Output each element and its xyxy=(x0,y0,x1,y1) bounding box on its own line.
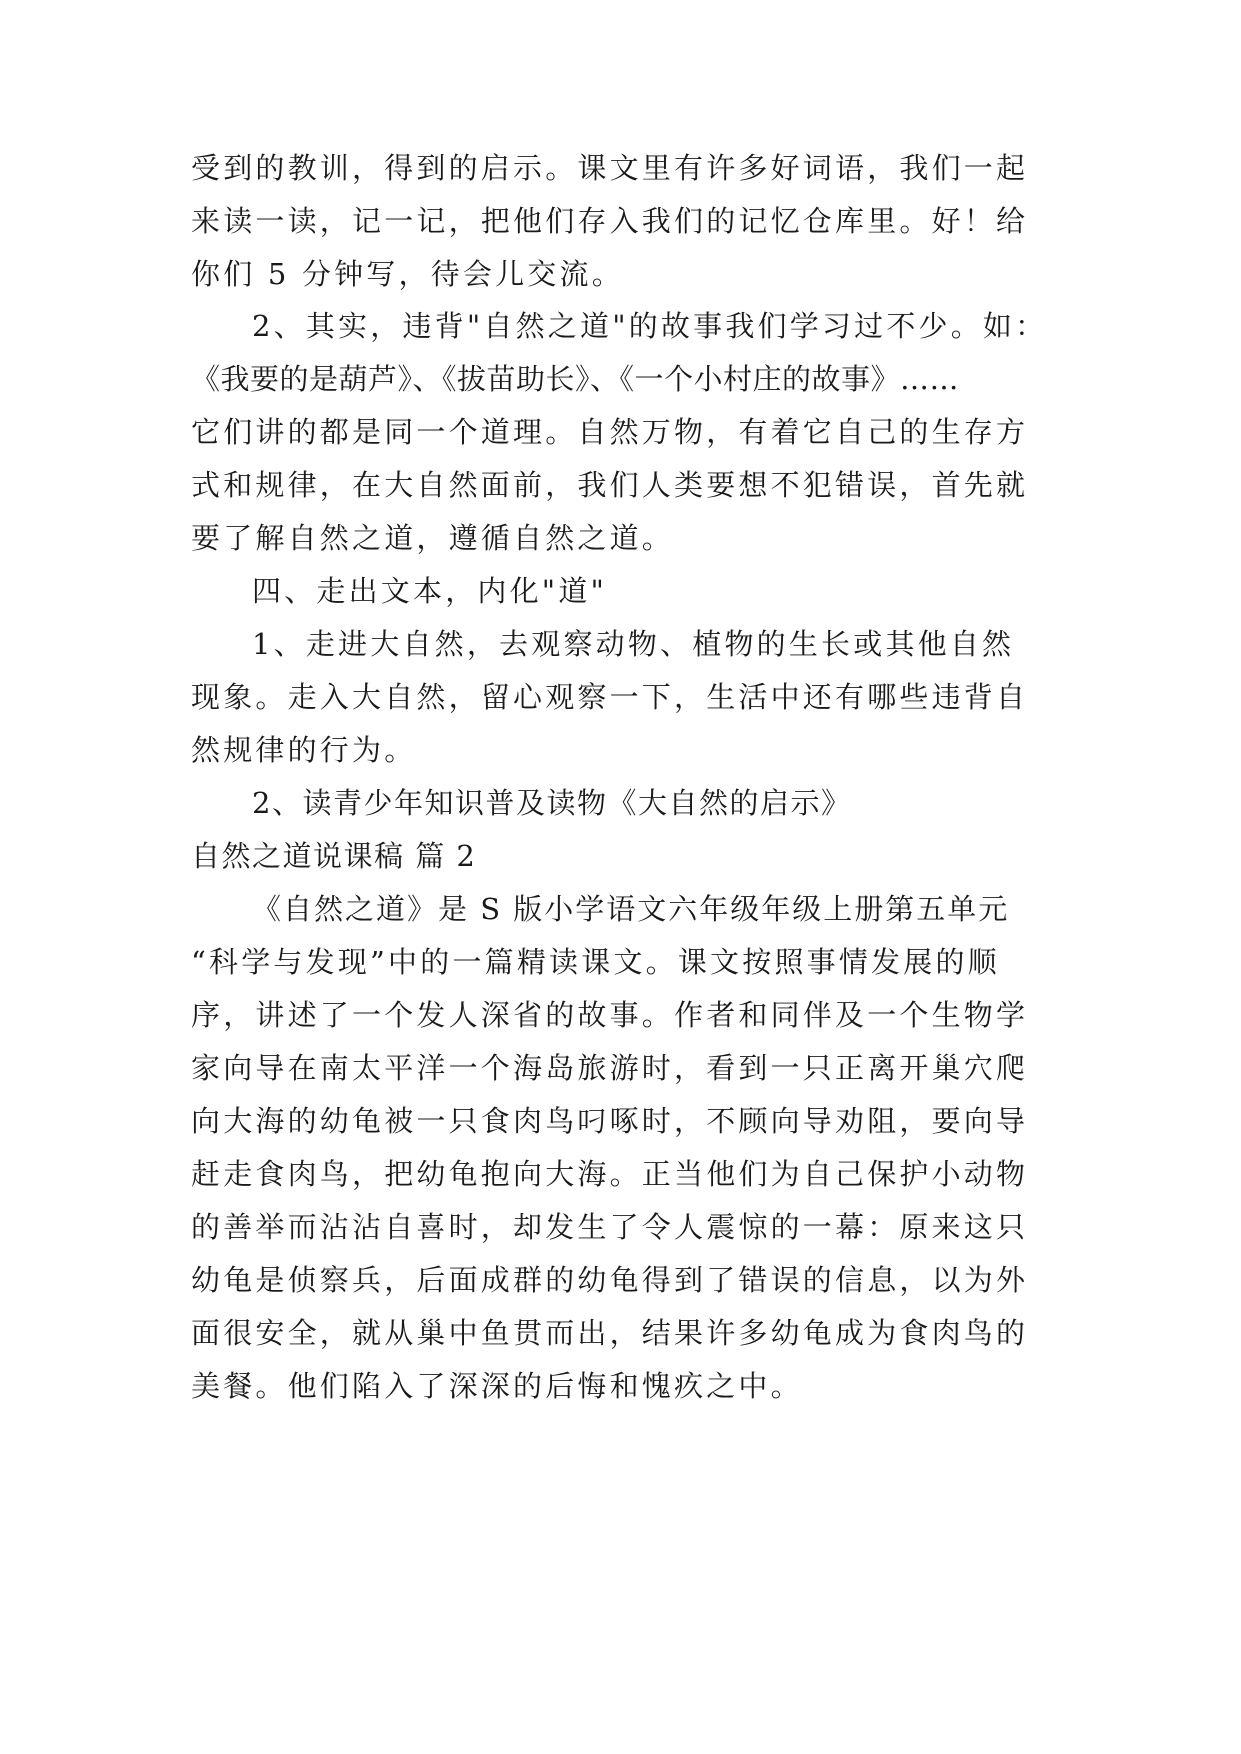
p4-line-3: 然规律的行为。 xyxy=(191,733,417,767)
p6-line-5: 向大海的幼龟被一只食肉鸟叼啄时，不顾向导劝阻，要向导 xyxy=(191,1104,1029,1138)
p6-line-9: 面很安全，就从巢中鱼贯而出，结果许多幼龟成为食肉鸟的 xyxy=(191,1316,1029,1350)
p2-line-5: 要了解自然之道，遵循自然之道。 xyxy=(191,521,675,555)
p6-line-7: 的善举而沾沾自喜时，却发生了令人震惊的一幕：原来这只 xyxy=(191,1210,1029,1244)
p2-line-3: 它们讲的都是同一个道理。自然万物，有着它自己的生存方 xyxy=(191,415,1029,449)
p1-line-3: 你们 5 分钟写，待会儿交流。 xyxy=(191,257,624,291)
article-heading: 自然之道说课稿 篇 2 xyxy=(191,839,477,873)
p6-line-4: 家向导在南太平洋一个海岛旅游时，看到一只正离开巢穴爬 xyxy=(191,1051,1029,1085)
p5-line-1: 2、读青少年知识普及读物《大自然的启示》 xyxy=(252,786,852,820)
p2-line-1: 2、其实，违背"自然之道"的故事我们学习过不少。如： xyxy=(252,309,1048,343)
p6-line-6: 赶走食肉鸟，把幼龟抱向大海。正当他们为自己保护小动物 xyxy=(191,1157,1029,1191)
p6-line-3: 序，讲述了一个发人深省的故事。作者和同伴及一个生物学 xyxy=(191,998,1029,1032)
p1-line-2: 来读一读，记一记，把他们存入我们的记忆仓库里。好！给 xyxy=(191,204,1029,238)
p2-line-4: 式和规律，在大自然面前，我们人类要想不犯错误，首先就 xyxy=(191,468,1029,502)
p2-line-2: 《我要的是葫芦》、《拔苗助长》、《一个小村庄的故事》…… xyxy=(191,362,960,396)
p4-line-2: 现象。走入大自然，留心观察一下，生活中还有哪些违背自 xyxy=(191,680,1029,714)
p6-line-10: 美餐。他们陷入了深深的后悔和愧疚之中。 xyxy=(191,1369,803,1403)
p1-line-1: 受到的教训，得到的启示。课文里有许多好词语，我们一起 xyxy=(191,151,1029,185)
section-four-heading: 四、走出文本，内化"道" xyxy=(252,574,608,608)
p6-line-2: “科学与发现”中的一篇精读课文。课文按照事情发展的顺 xyxy=(191,945,1000,979)
p4-line-1: 1、走进大自然，去观察动物、植物的生长或其他自然 xyxy=(252,627,1015,661)
p6-line-1: 《自然之道》是 S 版小学语文六年级年级上册第五单元 xyxy=(252,892,1010,926)
p6-line-8: 幼龟是侦察兵，后面成群的幼龟得到了错误的信息，以为外 xyxy=(191,1263,1029,1297)
